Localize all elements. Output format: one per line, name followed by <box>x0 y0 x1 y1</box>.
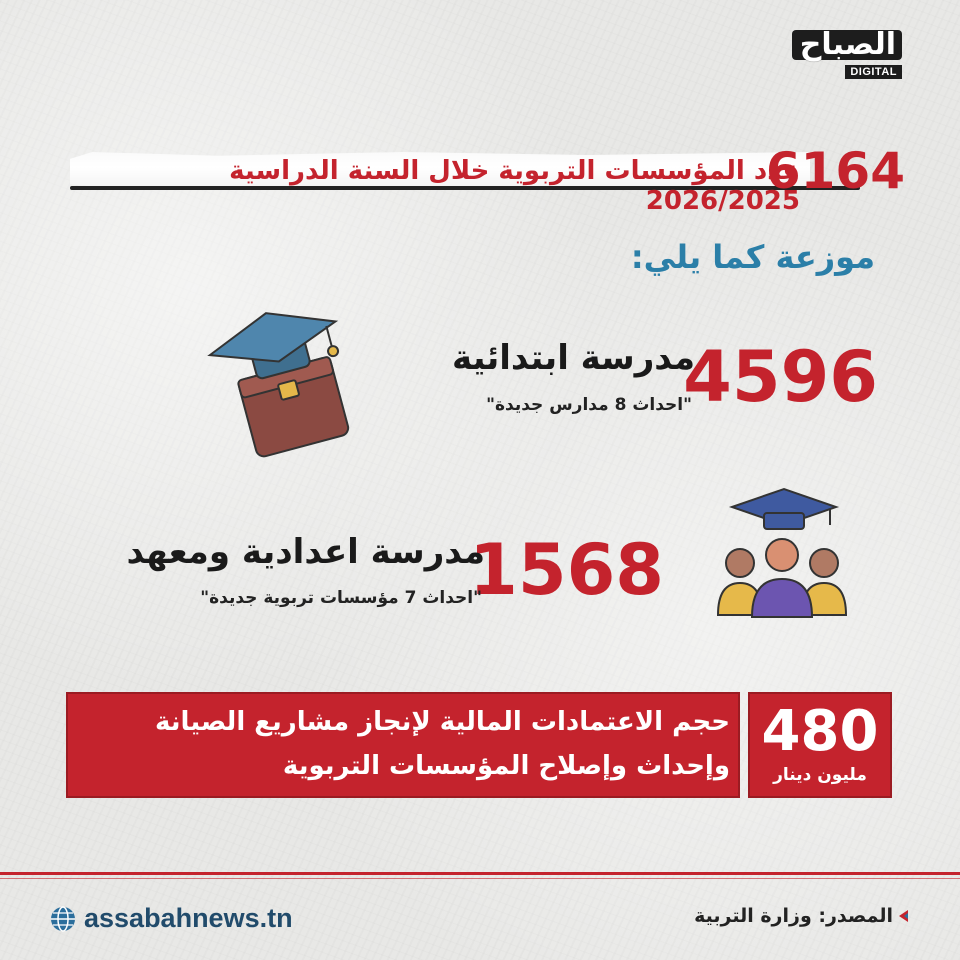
primary-school-title: مدرسة ابتدائية <box>451 338 695 378</box>
middle-school-subtitle: "احداث 7 مؤسسات تربوية جديدة" <box>200 588 482 608</box>
brand-logo <box>792 27 902 82</box>
website-url[interactable]: assabahnews.tn <box>84 903 293 933</box>
globe-icon <box>50 906 76 932</box>
logo-tag: DIGITAL <box>845 65 902 79</box>
middle-school-title: مدرسة اعدادية ومعهد <box>126 532 485 572</box>
arrow-left-icon <box>899 910 908 922</box>
budget-line-2: وإحداث وإصلاح المؤسسات التربوية <box>282 751 730 781</box>
budget-unit: مليون دينار <box>773 765 867 785</box>
website-link[interactable] <box>50 903 293 934</box>
budget-amount: 480 <box>761 699 879 764</box>
budget-line-1: حجم الاعتمادات المالية لإنجاز مشاريع الصيانة <box>155 707 730 737</box>
source-credit <box>694 905 908 927</box>
footer-divider <box>0 872 960 875</box>
logo-wordmark: الصباح <box>792 30 902 60</box>
budget-amount-box <box>748 692 892 798</box>
distribution-label: موزعة كما يلي: <box>630 238 875 276</box>
middle-school-count: 1568 <box>469 529 664 611</box>
footer-divider-thin <box>0 878 960 879</box>
primary-school-subtitle: "احداث 8 مدارس جديدة" <box>486 395 692 415</box>
graduation-cap-briefcase-icon <box>200 300 360 470</box>
header-title: عدد المؤسسات التربوية خلال السنة الدراسية 2026/2025 <box>229 156 800 216</box>
source-text: المصدر: وزارة التربية <box>694 905 893 927</box>
graduation-cap-students-icon <box>712 485 852 620</box>
header-total-number: 6164 <box>765 142 905 200</box>
primary-school-count: 4596 <box>683 336 878 418</box>
budget-description <box>80 700 730 788</box>
